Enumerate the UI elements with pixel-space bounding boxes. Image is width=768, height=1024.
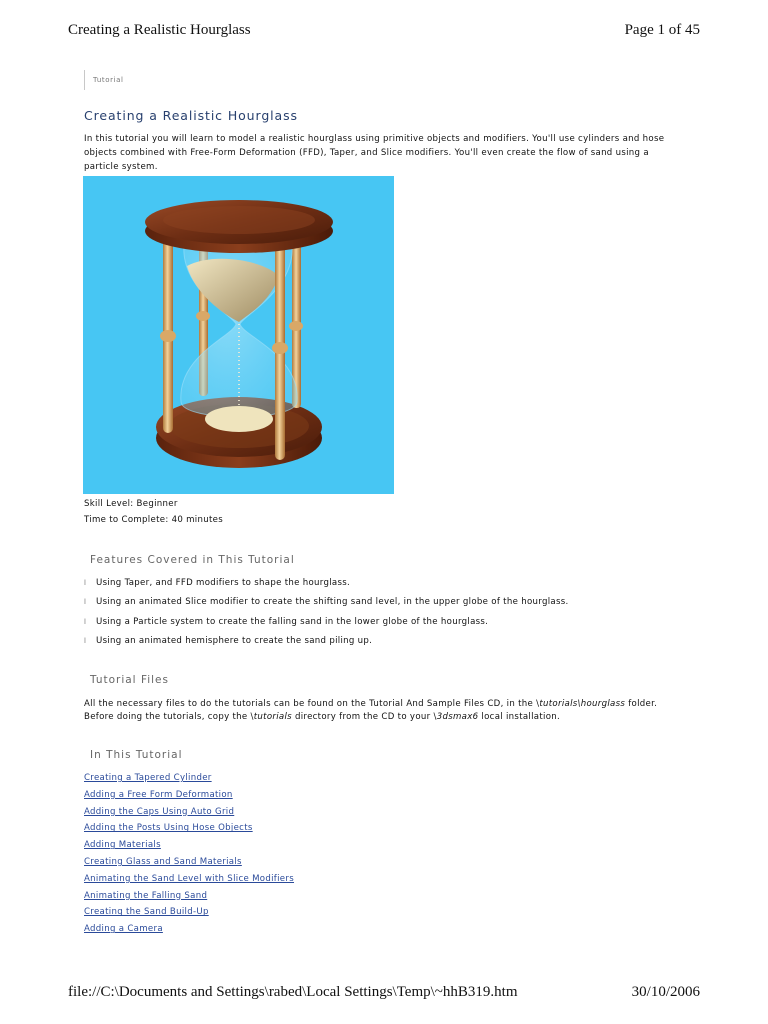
- link-adding-free-form-deformation[interactable]: Adding a Free Form Deformation: [84, 789, 233, 800]
- list-item: [84, 807, 294, 824]
- files-text-part: All the necessary files to do the tutorials can be found on the Tutorial And Sample Files CD, in the \: [84, 699, 540, 709]
- tutorial-files-heading: Tutorial Files: [90, 674, 169, 686]
- files-path-3dsmax6: 3dsmax6: [436, 712, 479, 722]
- files-text-part: directory from the CD to your \: [291, 712, 437, 722]
- list-item: [84, 617, 569, 636]
- features-list: [84, 578, 569, 655]
- list-item: [84, 924, 294, 941]
- print-header-page-number: Page 1 of 45: [624, 22, 700, 38]
- hourglass-render-image: [83, 176, 394, 494]
- list-item: [84, 578, 569, 597]
- in-this-tutorial-heading: In This Tutorial: [90, 749, 183, 761]
- bullet-icon: l: [84, 598, 87, 607]
- list-item: [84, 874, 294, 891]
- list-item: [84, 891, 294, 908]
- link-animating-falling-sand[interactable]: Animating the Falling Sand: [84, 890, 208, 901]
- print-header-title: Creating a Realistic Hourglass: [68, 22, 251, 38]
- list-item: [84, 597, 569, 616]
- list-item: [84, 790, 294, 807]
- feature-text: Using an animated Slice modifier to create the shifting sand level, in the upper globe of the hourglass.: [96, 597, 569, 608]
- intro-paragraph: In this tutorial you will learn to model a realistic hourglass using primitive objects and modifiers. You'll use cylinders and hose objects combined with Free-Form Deformation (FFD), Taper, and Slice modifiers. You'll even create the flow of sand using a particle system.: [84, 134, 665, 172]
- files-text-part: Before doing the tutorials, copy the \: [84, 712, 254, 722]
- print-footer-date: 30/10/2006: [631, 984, 700, 1000]
- link-adding-camera[interactable]: Adding a Camera: [84, 924, 163, 935]
- link-creating-glass-sand-materials[interactable]: Creating Glass and Sand Materials: [84, 856, 242, 867]
- breadcrumb-tutorial-link[interactable]: Tutorial: [93, 76, 124, 84]
- list-item: [84, 857, 294, 874]
- files-path-hourglass: tutorials\hourglass: [539, 699, 626, 709]
- print-footer-file-path: file://C:\Documents and Settings\rabed\Local Settings\Temp\~hhB319.htm: [68, 984, 518, 1000]
- list-item: [84, 907, 294, 924]
- bullet-icon: l: [84, 636, 87, 645]
- list-item: [84, 840, 294, 857]
- link-creating-sand-build-up[interactable]: Creating the Sand Build-Up: [84, 907, 209, 918]
- bullet-icon: l: [84, 617, 87, 626]
- features-heading: Features Covered in This Tutorial: [90, 554, 295, 566]
- breadcrumb: [84, 70, 124, 90]
- page-title: Creating a Realistic Hourglass: [84, 108, 298, 123]
- feature-text: Using a Particle system to create the falling sand in the lower globe of the hourglass.: [96, 616, 489, 627]
- files-path-tutorials: tutorials: [253, 712, 292, 722]
- skill-level-text: Skill Level: Beginner: [84, 499, 178, 509]
- files-text-part: local installation.: [478, 712, 561, 722]
- link-adding-posts-hose-objects[interactable]: Adding the Posts Using Hose Objects: [84, 823, 253, 834]
- list-item: [84, 773, 294, 790]
- feature-text: Using Taper, and FFD modifiers to shape the hourglass.: [96, 578, 351, 588]
- time-to-complete-text: Time to Complete: 40 minutes: [84, 515, 224, 525]
- list-item: [84, 636, 569, 655]
- list-item: [84, 823, 294, 840]
- files-text-part: folder.: [625, 699, 658, 709]
- link-adding-caps-auto-grid[interactable]: Adding the Caps Using Auto Grid: [84, 806, 235, 817]
- tutorial-files-paragraph: [84, 698, 684, 724]
- link-adding-materials[interactable]: Adding Materials: [84, 840, 161, 851]
- feature-text: Using an animated hemisphere to create the sand piling up.: [96, 635, 373, 646]
- tutorial-links-list: [84, 773, 294, 941]
- link-animating-sand-level[interactable]: Animating the Sand Level with Slice Modifiers: [84, 873, 295, 884]
- bullet-icon: l: [84, 579, 87, 587]
- link-creating-tapered-cylinder[interactable]: Creating a Tapered Cylinder: [84, 773, 212, 783]
